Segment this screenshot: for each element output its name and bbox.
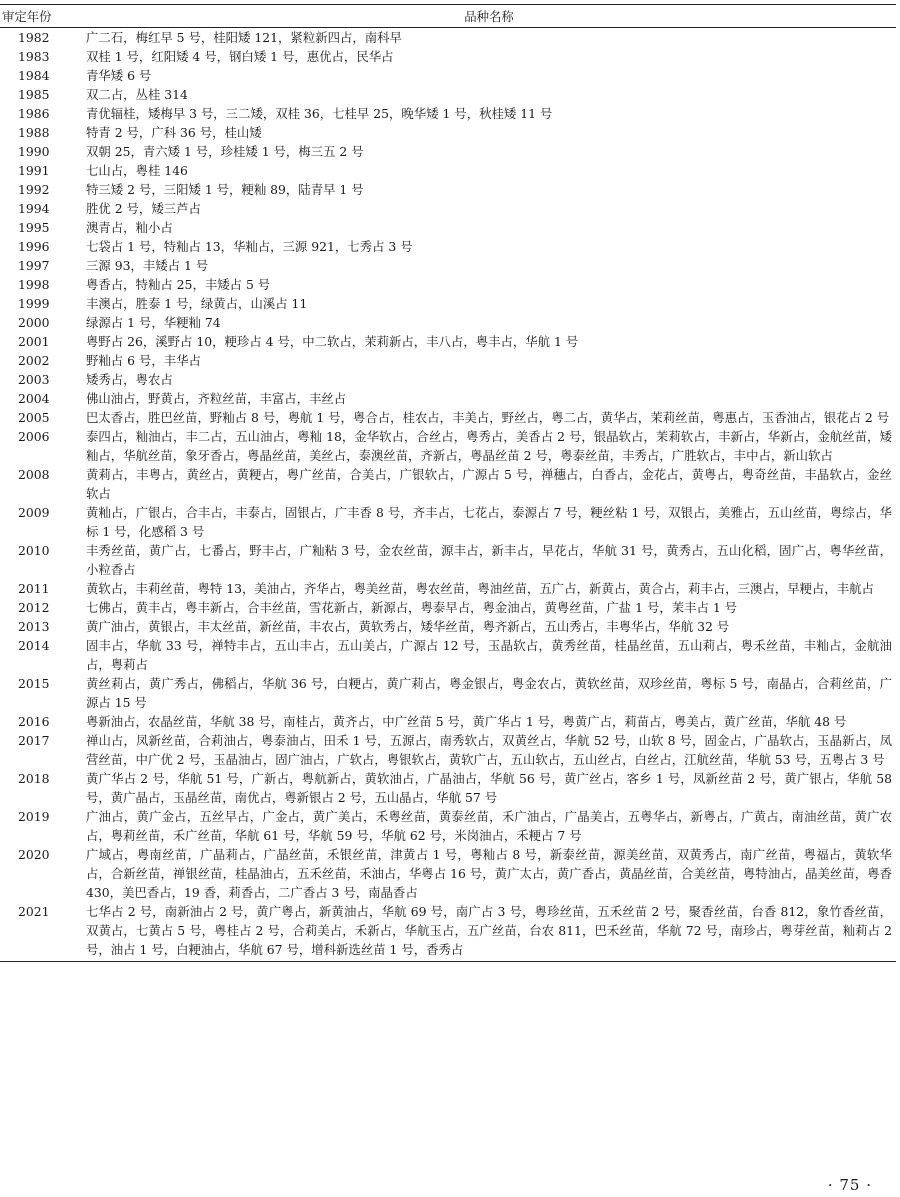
row-year: 1997 — [18, 258, 50, 273]
row-variety-names: 粤新油占，农晶丝苗，华航 38 号，南桂占，黄齐占，中广丝苗 5 号，黄广华占 1 号，粤黄广占，莉苗占，粤美占，黄广丝苗，华航 48 号 — [86, 714, 847, 729]
row-year: 1996 — [18, 239, 50, 254]
table-row — [0, 389, 896, 408]
row-variety-names: 胜优 2 号，矮三芦占 — [86, 201, 201, 216]
row-year: 1986 — [18, 106, 50, 121]
row-variety-names: 七袋占 1 号，特籼占 13，华籼占，三源 921，七秀占 3 号 — [86, 239, 413, 254]
row-variety-names: 粤野占 26，溪野占 10，粳珍占 4 号，中二软占，茉莉新占，丰八占，粤丰占，华航 1 号 — [86, 334, 579, 349]
header-year: 审定年份 — [0, 5, 82, 28]
row-year: 2014 — [18, 638, 50, 653]
row-year: 2000 — [18, 315, 50, 330]
table-row — [0, 313, 896, 332]
table-row — [0, 598, 896, 617]
table-row — [0, 541, 896, 579]
table-row — [0, 370, 896, 389]
table-row — [0, 294, 896, 313]
row-variety-names: 青优辐桂，矮梅早 3 号，三二矮，双桂 36，七桂早 25，晚华矮 1 号，秋桂矮 11 号 — [86, 106, 553, 121]
row-year: 2021 — [0, 902, 82, 962]
row-year: 2003 — [18, 372, 50, 387]
header-variety-names: 品种名称 — [82, 5, 896, 28]
row-variety-names: 广二石，梅红早 5 号，桂阳矮 121，紧粒新四占，南科早 — [86, 30, 402, 45]
page-number: · 75 · — [827, 1176, 872, 1194]
row-year: 1991 — [18, 163, 50, 178]
row-variety-names: 禅山占，凤新丝苗，合莉油占，粤泰油占，田禾 1 号，五源占，南秀软占，双黄丝占，华航 52 号，山软 8 号，固金占，广晶软占，玉晶新占，凤营丝苗，中广优 2 号，玉晶油占，固广油占，广软占，粤银软占，黄软广占，五山软占，五山丝占，白丝占，江航丝苗，华航 53 号，五粤占 3 号 — [86, 733, 892, 767]
row-year: 2009 — [18, 505, 50, 520]
row-year: 1992 — [18, 182, 50, 197]
row-variety-names: 双桂 1 号，红阳矮 4 号，钢白矮 1 号，惠优占，民华占 — [86, 49, 394, 64]
table-row — [0, 47, 896, 66]
table-row — [0, 66, 896, 85]
row-variety-names: 丰澳占，胜泰 1 号，绿黄占，山溪占 11 — [86, 296, 308, 311]
row-year: 2002 — [18, 353, 50, 368]
row-variety-names: 黄莉占，丰粤占，黄丝占，黄粳占，粤广丝苗，合美占，广银软占，广源占 5 号，禅穗占，白香占，金花占，黄粤占，粤奇丝苗，丰晶软占，金丝软占 — [86, 467, 892, 501]
table-row — [0, 332, 896, 351]
table-row — [0, 275, 896, 294]
table-row — [0, 617, 896, 636]
table-row — [0, 28, 896, 48]
table-row — [0, 351, 896, 370]
table-row — [0, 123, 896, 142]
table-row — [0, 845, 896, 902]
row-variety-names: 七佛占，黄丰占，粤丰新占，合丰丝苗，雪花新占，新源占，粤泰早占，粤金油占，黄粤丝苗，广盐 1 号，茉丰占 1 号 — [86, 600, 738, 615]
row-year: 2012 — [18, 600, 50, 615]
row-variety-names: 黄软占，丰莉丝苗，粤特 13，美油占，齐华占，粤美丝苗，粤农丝苗，粤油丝苗，五广占，新黄占，黄合占，莉丰占，三澳占，早粳占，丰航占 — [86, 581, 874, 596]
row-variety-names: 三源 93，丰矮占 1 号 — [86, 258, 209, 273]
row-variety-names: 青华矮 6 号 — [86, 68, 152, 83]
row-year: 1983 — [18, 49, 50, 64]
row-year: 1999 — [18, 296, 50, 311]
row-year: 1995 — [18, 220, 50, 235]
row-variety-names: 七山占，粤桂 146 — [86, 163, 188, 178]
table-row — [0, 142, 896, 161]
table-row — [0, 85, 896, 104]
table-row — [0, 465, 896, 503]
row-variety-names: 广域占，粤南丝苗，广晶莉占，广晶丝苗，禾银丝苗，津黄占 1 号，粤籼占 8 号，新泰丝苗，源美丝苗，双黄秀占，南广丝苗，粤福占，黄软华占，合新丝苗，禅银丝苗，桂晶油占，五禾丝苗，禾油占，华粤占 16 号，黄广太占，黄广香占，黄晶丝苗，合美丝苗，粤特油占，晶美丝苗，粤香 430，美巴香占，19 香，莉香占，二广香占 3 号，南晶香占 — [86, 847, 892, 900]
row-variety-names: 黄广油占，黄银占，丰太丝苗，新丝苗，丰农占，黄软秀占，矮华丝苗，粤齐新占，五山秀占，丰粤华占，华航 32 号 — [86, 619, 730, 634]
row-year: 1990 — [18, 144, 50, 159]
table-row — [0, 237, 896, 256]
table-header-row — [0, 5, 896, 28]
row-variety-names: 佛山油占，野黄占，齐粒丝苗，丰富占，丰丝占 — [86, 391, 347, 406]
row-year: 2008 — [18, 467, 50, 482]
table-row — [0, 769, 896, 807]
table-row — [0, 427, 896, 465]
table-row — [0, 180, 896, 199]
table-row — [0, 161, 896, 180]
table-row — [0, 104, 896, 123]
row-year: 1984 — [18, 68, 50, 83]
table-row — [0, 674, 896, 712]
table-row — [0, 636, 896, 674]
row-year: 2016 — [18, 714, 50, 729]
row-variety-names: 矮秀占，粤农占 — [86, 372, 173, 387]
row-variety-names: 丰秀丝苗，黄广占，七番占，野丰占，广籼粘 3 号，金农丝苗，源丰占，新丰占，早花占，华航 31 号，黄秀占，五山化稻，固广占，粤华丝苗，小粒香占 — [86, 543, 892, 577]
row-year: 2019 — [18, 809, 50, 824]
table-header — [0, 5, 896, 28]
row-variety-names: 黄籼占，广银占，合丰占，丰泰占，固银占，广丰香 8 号，齐丰占，七花占，泰源占 7 号，粳丝粘 1 号，双银占，美雅占，五山丝苗，粤综占，华标 1 号，化感稻 3 号 — [86, 505, 892, 539]
row-variety-names: 特青 2 号，广科 36 号，桂山矮 — [86, 125, 262, 140]
row-year: 2013 — [18, 619, 50, 634]
row-variety-names: 七华占 2 号，南新油占 2 号，黄广粤占，新黄油占，华航 69 号，南广占 3 号，粤珍丝苗，五禾丝苗 2 号，聚香丝苗，台香 812，象竹香丝苗，双黄占，七黄占 5 号，粤桂占 2 号，合莉美占，禾新占，华航玉占，五广丝苗，台农 811，巴禾丝苗，华航 72 号，南珍占，粤芽丝苗，籼莉占 2 号，油占 1 号，白粳油占，华航 67 号，增科新选丝苗 1 号，香秀占 — [82, 902, 896, 962]
row-year: 2001 — [18, 334, 50, 349]
row-variety-names: 固丰占，华航 33 号，禅特丰占，五山丰占，五山美占，广源占 12 号，玉晶软占，黄秀丝苗，桂晶丝苗，五山莉占，粤禾丝苗，丰籼占，金航油占，粤莉占 — [86, 638, 892, 672]
row-variety-names: 双朝 25，青六矮 1 号，珍桂矮 1 号，梅三五 2 号 — [86, 144, 364, 159]
row-year: 1985 — [18, 87, 50, 102]
row-variety-names: 黄广华占 2 号，华航 51 号，广新占，粤航新占，黄软油占，广晶油占，华航 56 号，黄广丝占，客乡 1 号，凤新丝苗 2 号，黄广银占，华航 58 号，黄广晶占，玉晶丝苗，南优占，粤新银占 2 号，五山晶占，华航 57 号 — [86, 771, 892, 805]
row-year: 1982 — [18, 30, 50, 45]
row-year: 2004 — [18, 391, 50, 406]
table-row — [0, 218, 896, 237]
row-variety-names: 广油占，黄广金占，五丝早占，广金占，黄广美占，禾粤丝苗，黄泰丝苗，禾广油占，广晶美占，五粤华占，新粤占，广黄占，南油丝苗，黄广农占，粤莉丝苗，禾广丝苗，华航 61 号，华航 59 号，华航 62 号，米岗油占，禾粳占 7 号 — [86, 809, 892, 843]
row-year: 2006 — [18, 429, 50, 444]
table-row — [0, 408, 896, 427]
row-year: 2011 — [18, 581, 50, 596]
row-variety-names: 粤香占，特籼占 25，丰矮占 5 号 — [86, 277, 271, 292]
row-variety-names: 特三矮 2 号，三阳矮 1 号，粳籼 89，陆青早 1 号 — [86, 182, 364, 197]
table-row — [0, 807, 896, 845]
row-year: 2015 — [18, 676, 50, 691]
table-row — [0, 579, 896, 598]
row-year: 1994 — [18, 201, 50, 216]
row-variety-names: 野籼占 6 号，丰华占 — [86, 353, 201, 368]
row-variety-names: 澳青占，籼小占 — [86, 220, 173, 235]
table-row — [0, 503, 896, 541]
row-year: 2010 — [18, 543, 50, 558]
rice-variety-table — [0, 4, 896, 962]
row-variety-names: 巴太香占，胜巴丝苗，野籼占 8 号，粤航 1 号，粤合占，桂农占，丰美占，野丝占，粤二占，黄华占，茉莉丝苗，粤惠占，玉香油占，银花占 2 号 — [86, 410, 890, 425]
table-row — [0, 731, 896, 769]
table-row — [0, 256, 896, 275]
row-year: 2005 — [18, 410, 50, 425]
row-year: 2018 — [18, 771, 50, 786]
row-year: 1988 — [18, 125, 50, 140]
table-row — [0, 199, 896, 218]
row-year: 2020 — [18, 847, 50, 862]
table-row — [0, 712, 896, 731]
table-body — [0, 28, 896, 962]
row-year: 1998 — [18, 277, 50, 292]
row-year: 2017 — [18, 733, 50, 748]
row-variety-names: 泰四占，籼油占，丰二占，五山油占，粤籼 18，金华软占，合丝占，粤秀占，美香占 2 号，银晶软占，茉莉软占，丰新占，华新占，金航丝苗，矮籼占，华航丝苗，象牙香占，粤晶丝苗，美丝占，泰澳丝苗，齐新占，粤晶丝苗 2 号，粤泰丝苗，丰秀占，广胜软占，丰中占，新山软占 — [86, 429, 892, 463]
row-variety-names: 双二占，丛桂 314 — [86, 87, 188, 102]
row-variety-names: 绿源占 1 号，华粳籼 74 — [86, 315, 221, 330]
row-variety-names: 黄丝莉占，黄广秀占，佛稻占，华航 36 号，白粳占，黄广莉占，粤金银占，粤金农占，黄软丝苗，双珍丝苗，粤标 5 号，南晶占，合莉丝苗，广源占 15 号 — [86, 676, 892, 710]
table-row — [0, 902, 896, 962]
